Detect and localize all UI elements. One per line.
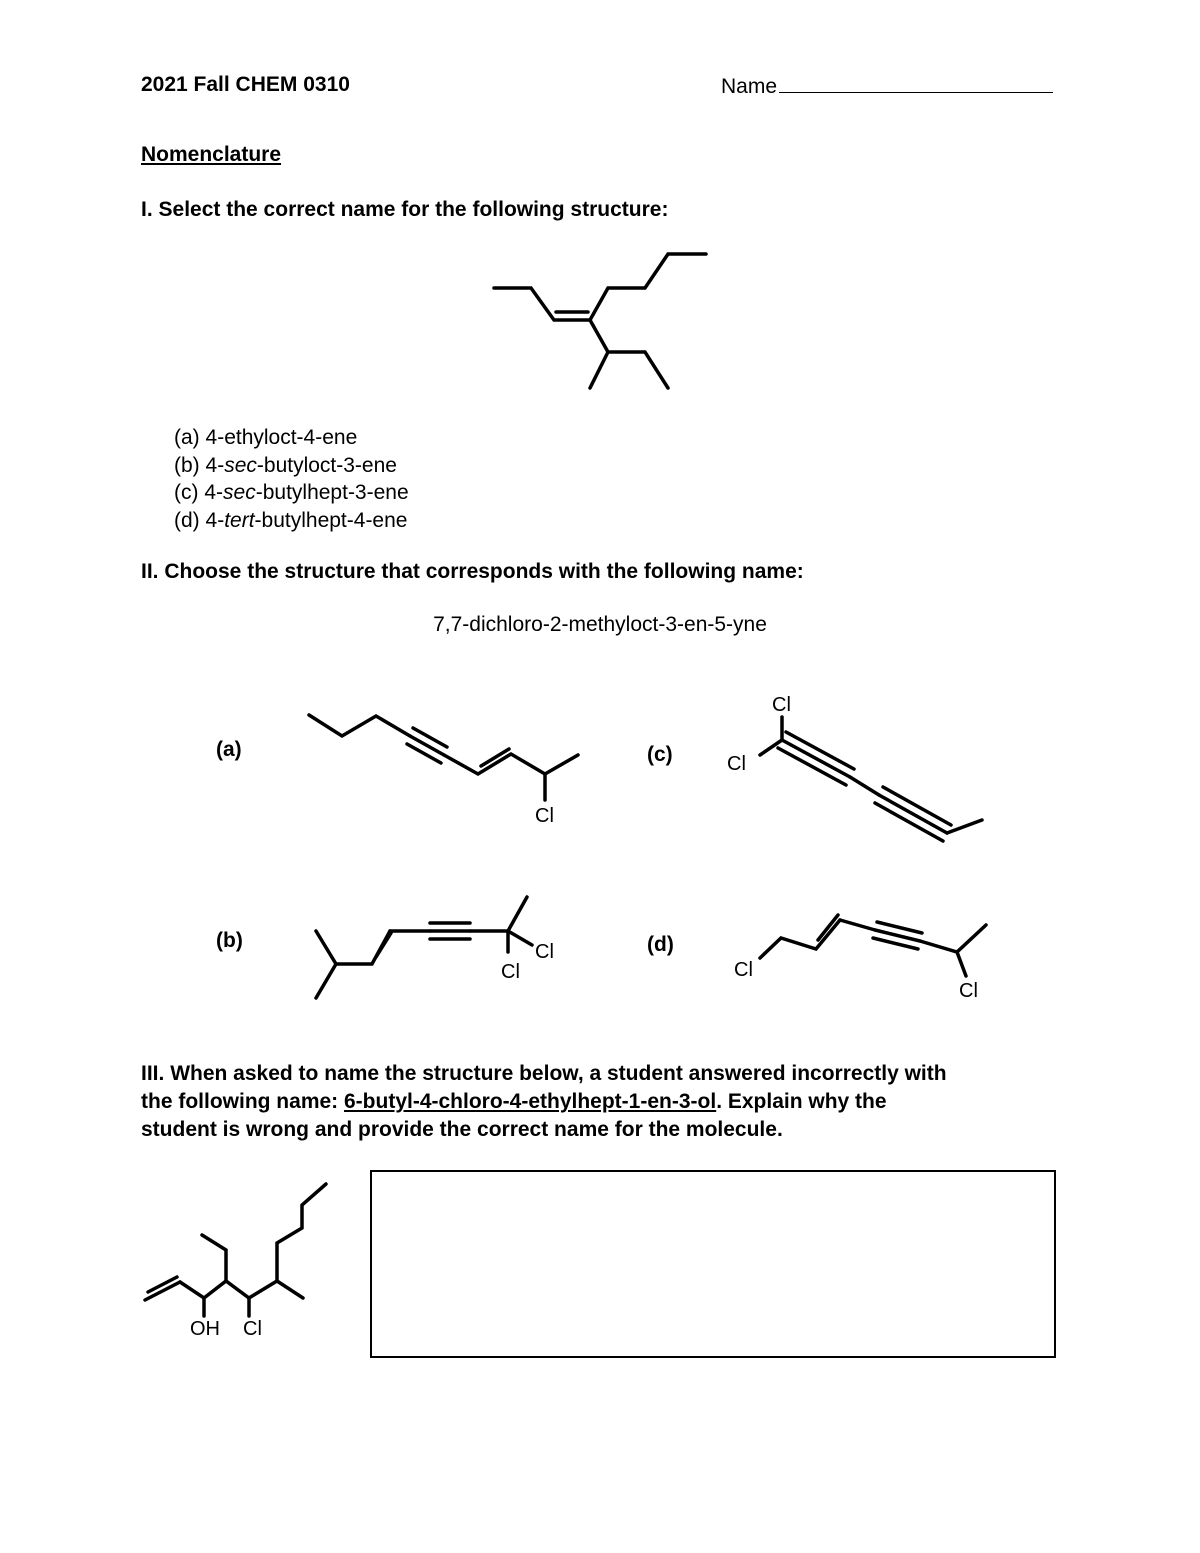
question-3-line-2-post: . Explain why the [716, 1090, 887, 1113]
choice-c-label[interactable]: (c) [647, 743, 673, 766]
question-3-cl: Cl [243, 1318, 262, 1340]
option-a[interactable]: (a) 4-ethyloct-4-ene [174, 426, 358, 449]
question-2-number: II. [141, 560, 159, 583]
question-3-line-3: student is wrong and provide the correct name for the molecule. [141, 1118, 783, 1141]
question-1-text: Select the correct name for the following structure: [158, 198, 669, 221]
choice-c-cl-left: Cl [727, 753, 746, 775]
name-label: Name [721, 75, 778, 98]
question-2-text: Choose the structure that corresponds with the following name: [164, 560, 804, 583]
course-title: 2021 Fall CHEM 0310 [141, 73, 350, 96]
section-title: Nomenclature [141, 143, 282, 166]
answer-box[interactable] [370, 1170, 1056, 1358]
question-3-line-2-pre: the following name: [141, 1090, 344, 1113]
question-2-target-name: 7,7-dichloro-2-methyloct-3-en-5-yne [433, 613, 767, 636]
option-d[interactable]: (d) 4-tert-butylhept-4-ene [174, 508, 408, 532]
option-c[interactable]: (c) 4-sec-butylhept-3-ene [174, 481, 409, 504]
question-3-line-1: When asked to name the structure below, a student answered incorrectly with [170, 1062, 947, 1085]
choice-c-cl-top: Cl [772, 694, 791, 716]
choice-b-label[interactable]: (b) [216, 929, 243, 952]
question-3-number: III. [141, 1062, 165, 1085]
student-wrong-name: 6-butyl-4-chloro-4-ethylhept-1-en-3-ol [344, 1090, 717, 1113]
choice-b-cl-bottom: Cl [501, 961, 520, 983]
choice-d-cl-bottom: Cl [959, 980, 978, 1002]
choice-d-label[interactable]: (d) [647, 933, 674, 956]
choice-b-cl-right: Cl [535, 941, 554, 963]
question-1-number: I. [141, 198, 153, 221]
choice-a-cl: Cl [535, 805, 554, 827]
option-b[interactable]: (b) 4-sec-butyloct-3-ene [174, 453, 397, 477]
question-3-oh: OH [190, 1318, 220, 1340]
choice-a-label[interactable]: (a) [216, 738, 242, 761]
choice-d-cl-left: Cl [734, 959, 753, 981]
